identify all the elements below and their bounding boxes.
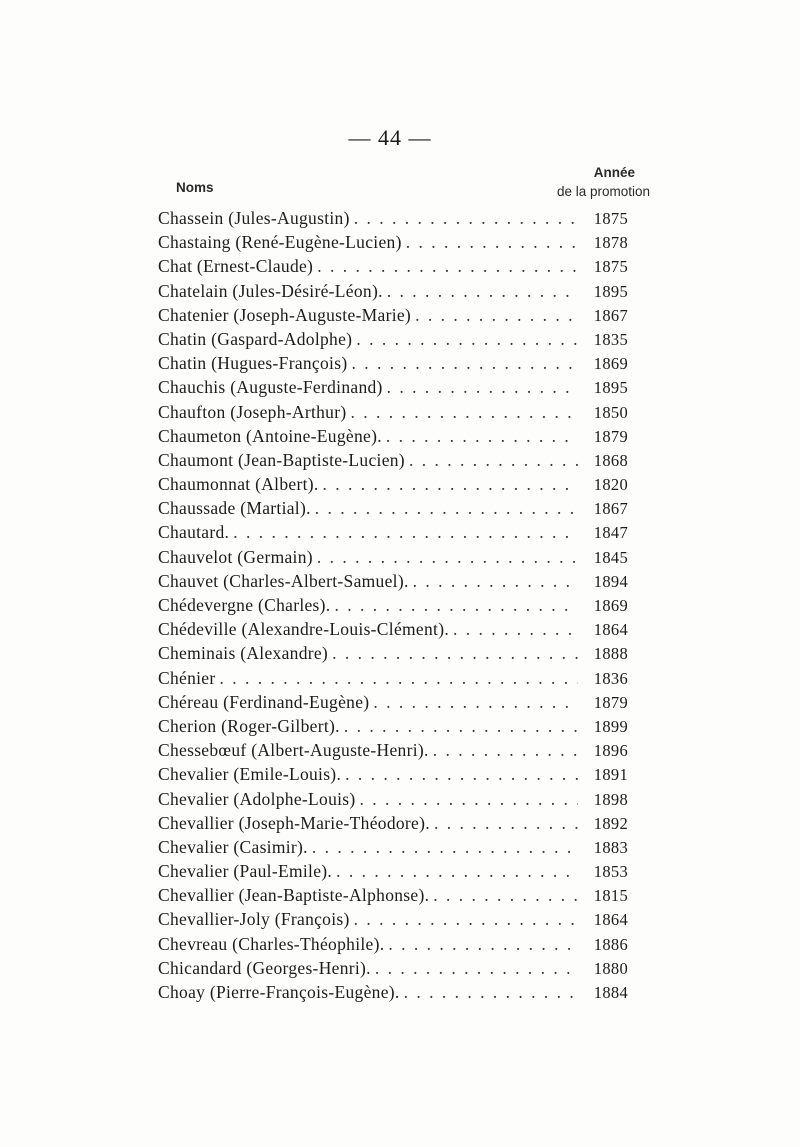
- list-item: [158, 208, 628, 232]
- entry-name: Chevallier-Joly (François): [158, 909, 350, 930]
- dot-leader: [354, 208, 578, 229]
- entry-name: Chaumeton (Antoine-Eugène).: [158, 425, 382, 446]
- list-item: [158, 547, 628, 571]
- dot-leader: [350, 402, 578, 423]
- year-header-line2: de la promotion: [556, 184, 650, 199]
- list-item: [158, 571, 628, 595]
- dot-leader: [453, 619, 578, 640]
- list-item: [158, 789, 628, 813]
- entry-year: 1891: [593, 765, 628, 785]
- entry-year: 1820: [593, 475, 628, 495]
- dot-leader: [387, 377, 578, 398]
- entry-year: 1888: [593, 644, 628, 664]
- entry-year: 1815: [593, 886, 628, 906]
- dot-leader: [388, 934, 578, 955]
- entry-name: Chatenier (Joseph-Auguste-Marie): [158, 304, 412, 325]
- entry-name: Chénier: [158, 667, 216, 688]
- list-item: [158, 861, 628, 885]
- entry-year: 1867: [593, 305, 628, 325]
- list-item: [158, 426, 628, 450]
- entry-name: Chaussade (Martial).: [158, 498, 311, 519]
- list-item: [158, 595, 628, 619]
- list-item: [158, 377, 628, 401]
- list-item: [158, 909, 628, 933]
- dot-leader: [344, 716, 578, 737]
- dot-leader: [233, 522, 578, 543]
- list-item: [158, 281, 628, 305]
- entry-year: 1875: [593, 209, 628, 228]
- entry-name: Cherion (Roger-Gilbert).: [158, 715, 340, 736]
- entry-year: 1886: [593, 934, 628, 954]
- dot-leader: [334, 595, 578, 616]
- list-item: [158, 934, 628, 958]
- entry-year: 1894: [593, 571, 628, 591]
- entry-year: 1880: [593, 958, 628, 978]
- list-item: [158, 885, 628, 909]
- entry-name: Chatin (Hugues-François): [158, 353, 348, 374]
- page-number: — 44 —: [348, 125, 432, 150]
- list-item: [158, 305, 628, 329]
- year-column-header: [520, 163, 650, 201]
- dot-leader: [332, 643, 578, 664]
- entry-name: Choay (Pierre-François-Eugène).: [158, 982, 400, 1002]
- entry-name: Chaumonnat (Albert).: [158, 474, 319, 495]
- entry-name: Chatin (Gaspard-Adolphe): [158, 328, 353, 349]
- entry-year: 1869: [593, 354, 628, 374]
- dot-leader: [433, 740, 578, 761]
- dot-leader: [387, 281, 578, 302]
- dot-leader: [323, 474, 578, 495]
- entry-year: 1853: [593, 862, 628, 882]
- dot-leader: [315, 498, 578, 519]
- dot-leader: [351, 353, 578, 374]
- list-item: [158, 813, 628, 837]
- entry-name: Chevalier (Casimir).: [158, 836, 308, 857]
- entry-name: Chastaing (René-Eugène-Lucien): [158, 232, 402, 253]
- entry-name: Chevalier (Paul-Emile).: [158, 861, 333, 882]
- dot-leader: [345, 764, 578, 785]
- dot-leader: [312, 837, 578, 858]
- dot-leader: [386, 426, 578, 447]
- entry-year: 1879: [593, 692, 628, 712]
- dot-leader: [434, 813, 578, 834]
- entry-year: 1867: [593, 499, 628, 519]
- dot-leader: [354, 909, 578, 930]
- entry-name: Chauvelot (Germain): [158, 546, 313, 567]
- entry-name: Chédeville (Alexandre-Louis-Clément).: [158, 619, 450, 640]
- entry-year: 1879: [593, 426, 628, 446]
- entry-year: 1883: [593, 837, 628, 857]
- dot-leader: [433, 885, 578, 906]
- list-item: [158, 982, 628, 1006]
- name-list: [158, 208, 628, 1006]
- list-item: [158, 353, 628, 377]
- list-item: [158, 402, 628, 426]
- list-item: [158, 329, 628, 353]
- dot-leader: [317, 256, 578, 277]
- entry-name: Cheminais (Alexandre): [158, 643, 329, 664]
- list-item: [158, 764, 628, 788]
- entry-year: 1898: [593, 789, 628, 809]
- entry-name: Chicandard (Georges-Henri).: [158, 957, 371, 978]
- entry-name: Chédevergne (Charles).: [158, 595, 331, 615]
- entry-name: Chatelain (Jules-Désiré-Léon).: [158, 280, 383, 301]
- entry-name: Chauchis (Auguste-Ferdinand): [158, 377, 383, 398]
- list-item: [158, 740, 628, 764]
- list-item: [158, 837, 628, 861]
- entry-year: 1875: [593, 257, 628, 277]
- entry-name: Chevalier (Adolphe-Louis): [158, 788, 356, 809]
- dot-leader: [404, 982, 578, 1003]
- entry-name: Chaufton (Joseph-Arthur): [158, 401, 347, 422]
- entry-year: 1869: [593, 596, 628, 615]
- list-item: [158, 522, 628, 546]
- dot-leader: [360, 789, 578, 810]
- list-item: [158, 668, 628, 692]
- dot-leader: [356, 329, 578, 350]
- entry-name: Chauvet (Charles-Albert-Samuel).: [158, 570, 409, 591]
- entry-name: Chaumont (Jean-Baptiste-Lucien): [158, 449, 405, 470]
- entry-name: Chevallier (Joseph-Marie-Théodore).: [158, 812, 430, 833]
- list-item: [158, 619, 628, 643]
- entry-year: 1895: [593, 378, 628, 398]
- entry-year: 1835: [593, 329, 628, 349]
- dot-leader: [375, 958, 578, 979]
- list-item: [158, 232, 628, 256]
- entry-name: Chautard.: [158, 522, 230, 543]
- names-column-header: Noms: [176, 180, 214, 195]
- dot-leader: [406, 232, 578, 253]
- list-item: [158, 474, 628, 498]
- year-header-line1: Année: [593, 165, 635, 180]
- list-item: [158, 498, 628, 522]
- entry-year: 1896: [593, 741, 628, 761]
- list-item: [158, 692, 628, 716]
- list-item: [158, 643, 628, 667]
- dot-leader: [415, 305, 578, 326]
- entry-name: Chassein (Jules-Augustin): [158, 208, 350, 228]
- entry-year: 1850: [593, 402, 628, 422]
- entry-year: 1884: [593, 983, 628, 1002]
- list-item: [158, 256, 628, 280]
- entry-name: Chessebœuf (Albert-Auguste-Henri).: [158, 740, 429, 761]
- entry-year: 1864: [593, 620, 628, 640]
- entry-name: Chevalier (Emile-Louis).: [158, 764, 342, 785]
- entry-year: 1892: [593, 813, 628, 833]
- entry-year: 1899: [593, 716, 628, 736]
- list-item: [158, 958, 628, 982]
- entry-name: Chevreau (Charles-Théophile).: [158, 933, 385, 954]
- entry-year: 1847: [593, 523, 628, 543]
- entry-year: 1845: [593, 547, 628, 567]
- dot-leader: [409, 450, 578, 471]
- list-item: [158, 450, 628, 474]
- list-item: [158, 716, 628, 740]
- dot-leader: [413, 571, 578, 592]
- entry-name: Chat (Ernest-Claude): [158, 256, 314, 277]
- dot-leader: [373, 692, 578, 713]
- entry-name: Chevallier (Jean-Baptiste-Alphonse).: [158, 885, 430, 906]
- dot-leader: [220, 668, 579, 689]
- entry-year: 1895: [593, 281, 628, 301]
- dot-leader: [336, 861, 578, 882]
- entry-year: 1864: [593, 910, 628, 930]
- entry-year: 1836: [593, 668, 628, 688]
- entry-year: 1878: [593, 233, 628, 253]
- entry-name: Chéreau (Ferdinand-Eugène): [158, 691, 370, 712]
- dot-leader: [317, 547, 578, 568]
- entry-year: 1868: [593, 450, 628, 470]
